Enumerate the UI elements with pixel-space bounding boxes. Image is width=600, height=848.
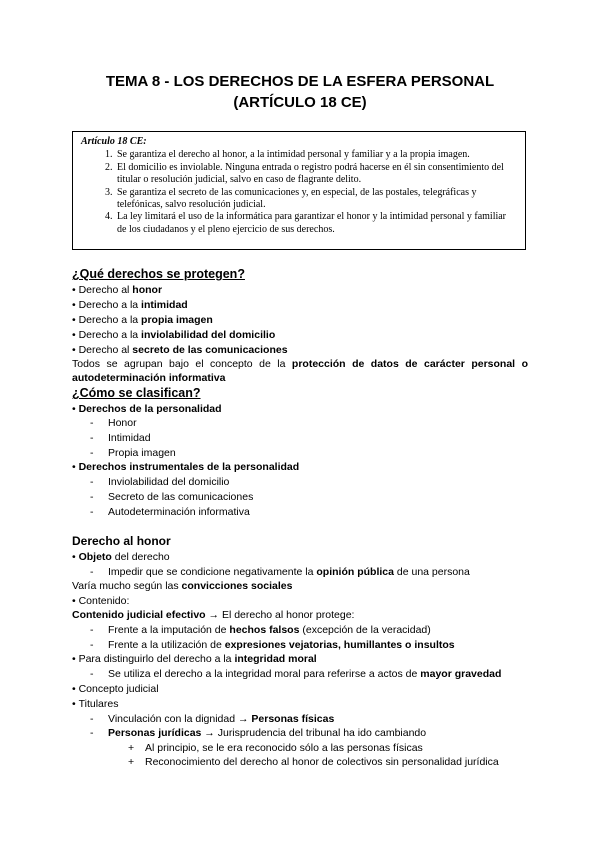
- protect-item: • Derecho al honor: [72, 283, 162, 297]
- honor-vinculacion: Vinculación con la dignidad → Personas físicas: [108, 713, 335, 725]
- honor-frente-1: Frente a la imputación de hechos falsos (excepción de la veracidad): [108, 624, 431, 636]
- honor-frente-2: Frente a la utilización de expresiones vejatorias, humillantes o insultos: [108, 639, 455, 651]
- section-heading-classify: ¿Cómo se clasifican?: [72, 386, 201, 400]
- article-item: 3. Se garantiza el secreto de las comunicaciones y, en especial, de las postales, telegráficas y telefónicas, salvo resolución judicial.: [115, 187, 517, 212]
- protect-item: • Derecho al secreto de las comunicaciones: [72, 343, 288, 357]
- protect-item: • Derecho a la propia imagen: [72, 313, 213, 327]
- honor-concepto: • Concepto judicial: [72, 682, 159, 696]
- honor-judicial: Contenido judicial efectivo → El derecho al honor protege:: [72, 609, 355, 621]
- dash-bullet: -: [90, 506, 94, 518]
- dash-bullet: -: [90, 727, 94, 739]
- plus-bullet: +: [128, 756, 135, 768]
- classify-subitem: Autodeterminación informativa: [108, 506, 250, 518]
- honor-objeto: • Objeto del derecho: [72, 550, 170, 564]
- protect-summary-line1: Todos se agrupan bajo el concepto de la protección de datos de carácter personal o: [72, 358, 528, 370]
- section-heading-honor: Derecho al honor: [72, 534, 171, 548]
- dash-bullet: -: [90, 447, 94, 459]
- dash-bullet: -: [90, 624, 94, 636]
- honor-juridicas: Personas jurídicas → Jurisprudencia del tribunal ha ido cambiando: [108, 727, 427, 739]
- classify-subitem: Honor: [108, 417, 137, 429]
- plus-bullet: +: [128, 742, 135, 754]
- dash-bullet: -: [90, 713, 94, 725]
- article-item: 2. El domicilio es inviolable. Ninguna entrada o registro podrá hacerse en él sin consentimiento del titular o resolución judicial, salvo en caso de flagrante delito.: [115, 162, 517, 187]
- protect-item: • Derecho a la intimidad: [72, 298, 188, 312]
- article-item: 1. Se garantiza el derecho al honor, a la intimidad personal y familiar y a la propia imagen.: [115, 149, 517, 161]
- dash-bullet: -: [90, 668, 94, 680]
- dash-bullet: -: [90, 639, 94, 651]
- article-item: 4. La ley limitará el uso de la informática para garantizar el honor y la intimidad personal y familiar de los ciudadanos y el pleno ejercicio de sus derechos.: [115, 211, 517, 236]
- dash-bullet: -: [90, 566, 94, 578]
- protect-summary-line2: autodeterminación informativa: [72, 372, 226, 384]
- classify-group: • Derechos de la personalidad: [72, 402, 222, 416]
- classify-subitem: Intimidad: [108, 432, 151, 444]
- page-title-line1: TEMA 8 - LOS DERECHOS DE LA ESFERA PERSONAL: [105, 73, 495, 90]
- classify-subitem: Propia imagen: [108, 447, 176, 459]
- article-box: [72, 131, 526, 250]
- honor-plus-item: Reconocimiento del derecho al honor de colectivos sin personalidad jurídica: [145, 756, 499, 768]
- protect-item: • Derecho a la inviolabilidad del domicilio: [72, 328, 275, 342]
- honor-objeto-sub: Impedir que se condicione negativamente la opinión pública de una persona: [108, 566, 470, 578]
- article-heading: Artículo 18 CE:: [81, 136, 147, 147]
- article-list: [81, 149, 517, 236]
- dash-bullet: -: [90, 417, 94, 429]
- page-title-line2: (ARTÍCULO 18 CE): [233, 94, 367, 111]
- dash-bullet: -: [90, 432, 94, 444]
- honor-plus-item: Al principio, se le era reconocido sólo a las personas físicas: [145, 742, 423, 754]
- dash-bullet: -: [90, 491, 94, 503]
- honor-distinguir: • Para distinguirlo del derecho a la integridad moral: [72, 652, 317, 666]
- honor-varia: Varía mucho según las convicciones sociales: [72, 580, 293, 592]
- classify-subitem: Secreto de las comunicaciones: [108, 491, 254, 503]
- dash-bullet: -: [90, 476, 94, 488]
- honor-contenido: • Contenido:: [72, 594, 129, 608]
- section-heading-protect: ¿Qué derechos se protegen?: [72, 267, 245, 281]
- classify-group: • Derechos instrumentales de la personalidad: [72, 460, 299, 474]
- honor-titulares: • Titulares: [72, 697, 118, 711]
- classify-subitem: Inviolabilidad del domicilio: [108, 476, 230, 488]
- honor-distinguir-sub: Se utiliza el derecho a la integridad moral para referirse a actos de mayor gravedad: [108, 668, 502, 680]
